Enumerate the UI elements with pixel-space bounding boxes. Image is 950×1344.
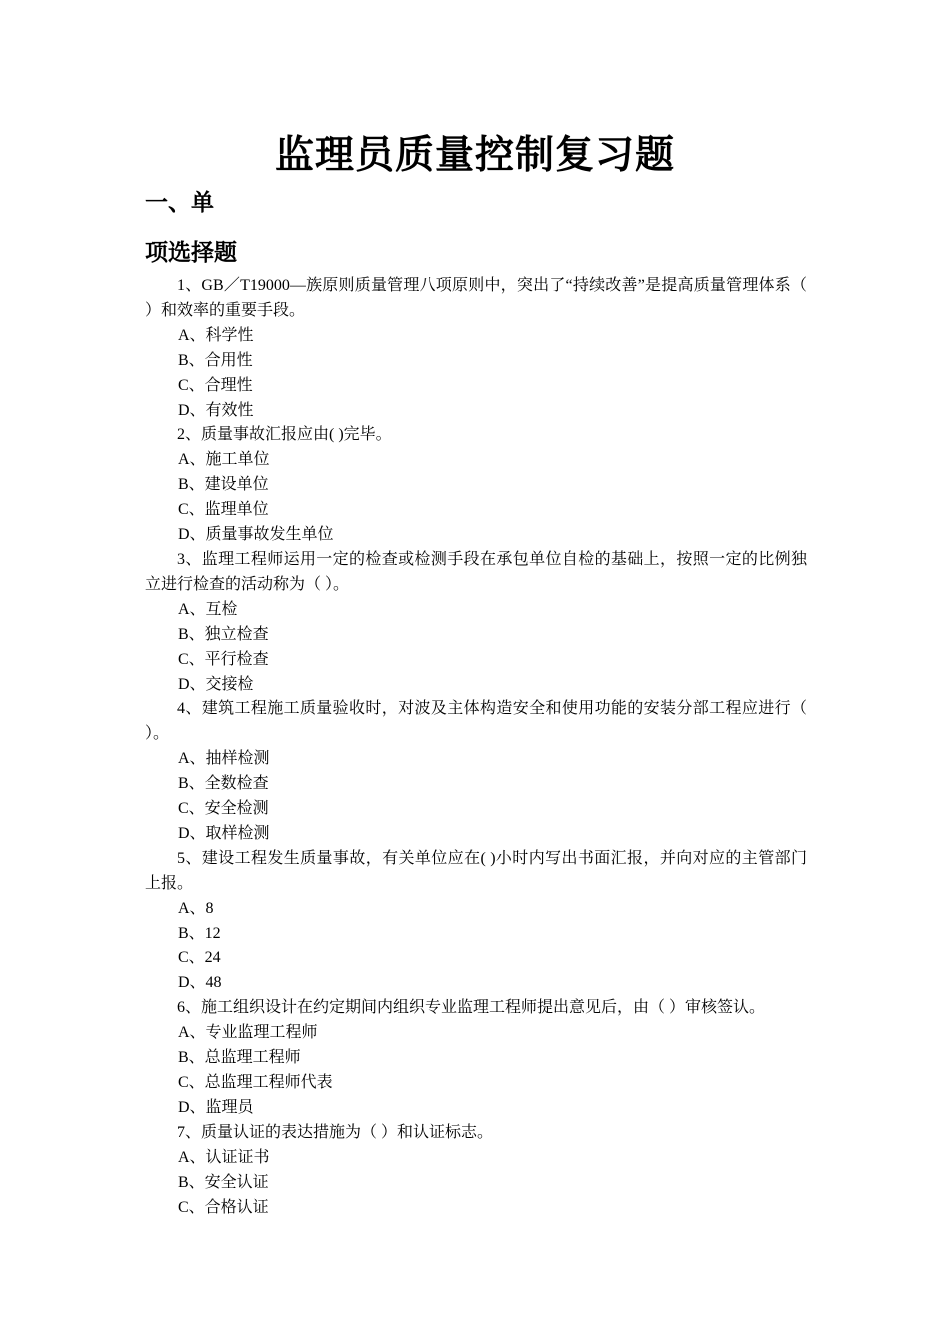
answer-option: B、总监理工程师 [178,1049,301,1067]
answer-option: B、全数检查 [178,775,269,793]
answer-option: C、合格认证 [178,1198,269,1216]
question-text: 7、质量认证的表达措施为（ ）和认证标志。 [177,1123,494,1141]
answer-option: D、监理员 [178,1098,254,1116]
answer-option: D、有效性 [178,401,254,419]
question-text: 3、监理工程师运用一定的检查或检测手段在承包单位自检的基础上，按照一定的比例独立进行检查的活动称为（ ）。 [145,550,807,593]
answer-option: C、合理性 [178,376,253,394]
answer-option: B、合用性 [178,351,253,369]
document-title: 监理员质量控制复习题 [274,133,675,178]
answer-option: C、监理单位 [178,501,269,519]
question-text: 5、建设工程发生质量事故，有关单位应在( )小时内写出书面汇报，并向对应的主管部门上报。 [145,849,807,892]
answer-option: A、8 [178,899,214,917]
answer-option: A、认证证书 [178,1148,270,1166]
answer-option: C、总监理工程师代表 [178,1074,333,1091]
answer-option: C、安全检测 [178,800,269,818]
answer-option: D、取样检测 [178,824,270,842]
question-text: 6、施工组织设计在约定期间内组织专业监理工程师提出意见后，由（ ）审核签认。 [177,999,766,1017]
answer-option: B、安全认证 [178,1173,269,1191]
answer-option: D、交接检 [178,675,254,693]
answer-option: C、平行检查 [178,650,269,668]
answer-option: A、施工单位 [178,451,270,469]
answer-option: A、互检 [178,600,238,618]
answer-option: C、24 [178,949,221,967]
answer-option: D、48 [178,974,222,992]
answer-option: A、抽样检测 [178,750,270,768]
question-text: 4、建筑工程施工质量验收时，对波及主体构造安全和使用功能的安装分部工程应进行（ ）。 [145,700,807,743]
section-heading-part1: 一、单 [145,190,214,216]
answer-option: B、独立检查 [178,625,269,643]
question-text: 1、GB／T19000—族原则质量管理八项原则中，突出了“持续改善”是提高质量管理体系（ ）和效率的重要手段。 [145,277,807,319]
answer-option: B、建设单位 [178,476,269,494]
question-text: 2、质量事故汇报应由( )完毕。 [177,426,392,444]
question-list [145,274,807,1220]
answer-option: D、质量事故发生单位 [178,526,334,544]
answer-option: A、科学性 [178,326,254,344]
answer-option: B、12 [178,924,221,942]
section-heading-part2: 项选择题 [145,240,237,266]
answer-option: A、专业监理工程师 [178,1024,318,1042]
